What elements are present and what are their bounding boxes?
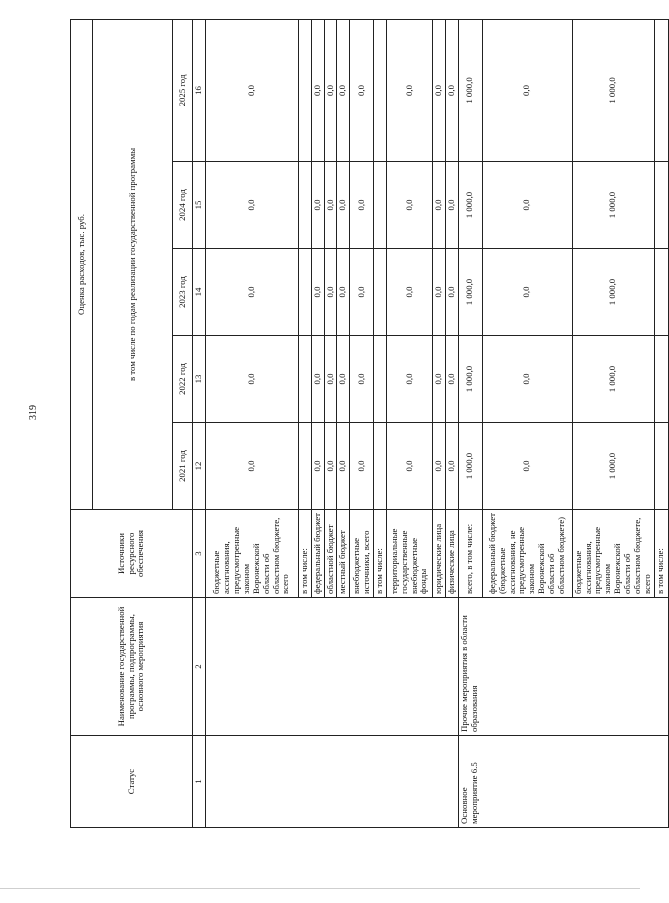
table-row [205, 19, 298, 827]
header-year: 2022 год [173, 336, 193, 423]
value-cell: 0,0 [205, 249, 298, 336]
value-cell: 0,0 [445, 162, 458, 249]
value-cell [298, 19, 311, 161]
name-cell-empty [205, 598, 458, 736]
value-cell: 0,0 [311, 249, 324, 336]
source-label: физические лица [445, 510, 458, 598]
table-header [71, 19, 206, 827]
source-label: внебюджетные источники, всего [350, 510, 374, 598]
source-label: бюджетные ассигнования, предусмотренные законом Воронежской области об областном бюджете, всего [205, 510, 298, 598]
source-label: областной бюджет [324, 510, 337, 598]
value-cell: 1 000,0 [458, 249, 482, 336]
value-cell: 1 000,0 [572, 423, 654, 510]
value-cell: 1 000,0 [458, 423, 482, 510]
header-year: 2025 год [173, 19, 193, 161]
value-cell: 0,0 [433, 249, 446, 336]
value-cell: 0,0 [482, 162, 572, 249]
value-cell: 1 000,0 [458, 162, 482, 249]
value-cell: 0,0 [205, 423, 298, 510]
source-label: территориальные государственные внебюджетные фонды [387, 510, 433, 598]
value-cell: 0,0 [433, 423, 446, 510]
value-cell: 0,0 [337, 249, 350, 336]
value-cell [654, 336, 668, 423]
value-cell: 0,0 [350, 19, 374, 161]
value-cell [654, 249, 668, 336]
source-label: федеральный бюджет (бюджетные ассигнования, не предусмотренные законом Воронежской области об областном бюджете) [482, 510, 572, 598]
value-cell: 1 000,0 [458, 19, 482, 161]
value-cell: 0,0 [350, 423, 374, 510]
table-body [205, 19, 668, 827]
value-cell [374, 423, 387, 510]
source-label: в том числе: [654, 510, 668, 598]
value-cell: 0,0 [324, 19, 337, 161]
value-cell: 0,0 [433, 162, 446, 249]
value-cell: 0,0 [482, 423, 572, 510]
value-cell: 0,0 [337, 423, 350, 510]
status-cell: Основное мероприятие 6.5 [458, 736, 668, 828]
col-num: 12 [193, 423, 206, 510]
value-cell: 1 000,0 [572, 249, 654, 336]
source-label: в том числе: [374, 510, 387, 598]
value-cell [374, 336, 387, 423]
value-cell: 0,0 [433, 336, 446, 423]
value-cell: 0,0 [350, 162, 374, 249]
source-label: всего, в том числе: [458, 510, 482, 598]
value-cell [654, 162, 668, 249]
value-cell: 0,0 [482, 336, 572, 423]
value-cell: 0,0 [324, 249, 337, 336]
value-cell: 0,0 [324, 162, 337, 249]
value-cell: 0,0 [433, 19, 446, 161]
name-cell: Прочие мероприятия в области образования [458, 598, 668, 736]
header-name: Наименование государственной программы, подпрограммы, основного мероприятия [71, 598, 193, 736]
value-cell: 0,0 [387, 19, 433, 161]
value-cell [374, 19, 387, 161]
value-cell: 0,0 [337, 19, 350, 161]
col-num: 3 [193, 510, 206, 598]
header-estimate: Оценка расходов, тыс. руб. [71, 19, 93, 509]
header-year: 2024 год [173, 162, 193, 249]
value-cell: 1 000,0 [572, 336, 654, 423]
col-num: 1 [193, 736, 206, 828]
col-num: 2 [193, 598, 206, 736]
value-cell: 0,0 [311, 336, 324, 423]
source-label: федеральный бюджет [311, 510, 324, 598]
col-num: 14 [193, 249, 206, 336]
column-numbers-row [193, 19, 206, 827]
value-cell [374, 162, 387, 249]
value-cell [374, 249, 387, 336]
value-cell: 0,0 [205, 19, 298, 161]
value-cell: 0,0 [311, 19, 324, 161]
page-edge-line [0, 888, 640, 889]
col-num: 15 [193, 162, 206, 249]
value-cell [298, 423, 311, 510]
status-cell-empty [205, 736, 458, 828]
header-by-years: в том числе по годам реализации государственной программы [93, 19, 173, 509]
source-label: местный бюджет [337, 510, 350, 598]
source-label: юридические лица [433, 510, 446, 598]
value-cell: 0,0 [445, 423, 458, 510]
col-num: 16 [193, 19, 206, 161]
col-num: 13 [193, 336, 206, 423]
value-cell: 0,0 [445, 249, 458, 336]
value-cell: 0,0 [350, 336, 374, 423]
value-cell: 0,0 [387, 162, 433, 249]
value-cell [654, 19, 668, 161]
value-cell: 0,0 [324, 336, 337, 423]
value-cell: 0,0 [387, 336, 433, 423]
value-cell: 0,0 [387, 423, 433, 510]
value-cell [298, 336, 311, 423]
page-number: 319 [28, 405, 39, 420]
header-year: 2023 год [173, 249, 193, 336]
value-cell: 0,0 [311, 423, 324, 510]
value-cell: 0,0 [482, 19, 572, 161]
table-row [458, 19, 482, 827]
header-year: 2021 год [173, 423, 193, 510]
source-label: в том числе: [298, 510, 311, 598]
value-cell: 1 000,0 [572, 19, 654, 161]
header-status: Статус [71, 736, 193, 828]
value-cell [298, 162, 311, 249]
value-cell: 0,0 [324, 423, 337, 510]
value-cell: 0,0 [311, 162, 324, 249]
value-cell: 0,0 [205, 336, 298, 423]
value-cell: 0,0 [350, 249, 374, 336]
value-cell: 0,0 [205, 162, 298, 249]
value-cell: 0,0 [337, 336, 350, 423]
header-source: Источники ресурсного обеспечения [71, 510, 193, 598]
rotated-page [70, 20, 666, 828]
value-cell: 1 000,0 [572, 162, 654, 249]
value-cell: 0,0 [337, 162, 350, 249]
value-cell [654, 423, 668, 510]
value-cell: 0,0 [445, 336, 458, 423]
value-cell: 0,0 [445, 19, 458, 161]
value-cell: 0,0 [482, 249, 572, 336]
value-cell: 0,0 [387, 249, 433, 336]
source-label: бюджетные ассигнования, предусмотренные законом Воронежской области об областном бюджете, всего [572, 510, 654, 598]
value-cell [298, 249, 311, 336]
value-cell: 1 000,0 [458, 336, 482, 423]
budget-table [70, 19, 669, 828]
